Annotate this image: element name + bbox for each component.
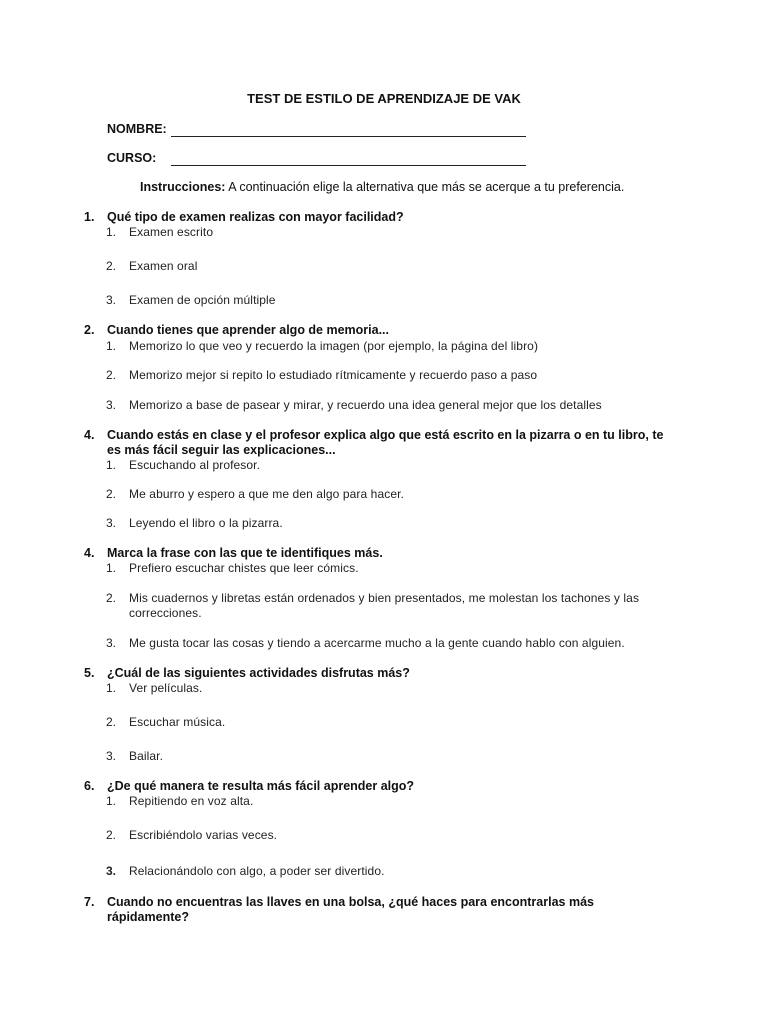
option: [106, 293, 666, 308]
option-number: 2.: [106, 828, 117, 842]
question-text: Cuando tienes que aprender algo de memoria...: [107, 323, 390, 337]
option: [106, 794, 666, 809]
question-number: 7.: [84, 895, 95, 909]
option-text: Examen de opción múltiple: [129, 293, 276, 307]
question-number: 4.: [84, 546, 95, 560]
question-text: Qué tipo de examen realizas con mayor facilidad?: [107, 210, 404, 224]
option-number: 3.: [106, 864, 117, 878]
option-number: 2.: [106, 591, 117, 605]
option-text: Memorizo mejor si repito lo estudiado rítmicamente y recuerdo paso a paso: [129, 368, 538, 382]
nombre-blank-line: [171, 136, 526, 137]
option: [106, 591, 666, 621]
option-text: Prefiero escuchar chistes que leer cómics.: [129, 561, 359, 575]
option-number: 1.: [106, 681, 117, 695]
question: [84, 428, 674, 458]
curso-field: [107, 151, 156, 165]
option: [106, 339, 666, 354]
option-text: Bailar.: [129, 749, 164, 763]
question-text: Cuando estás en clase y el profesor explica algo que está escrito en la pizarra o en tu libro, te es más fácil seguir las explicaciones...: [107, 428, 664, 457]
question: [84, 666, 674, 681]
option-number: 2.: [106, 259, 117, 273]
option: [106, 516, 666, 531]
option: [106, 681, 666, 696]
option-number: 2.: [106, 715, 117, 729]
curso-label: CURSO:: [107, 151, 157, 165]
option-text: Me aburro y espero a que me den algo para hacer.: [129, 487, 404, 501]
option-text: Escribiéndolo varias veces.: [129, 828, 278, 842]
option-text: Examen oral: [129, 259, 198, 273]
question: [84, 323, 674, 338]
option-text: Escuchando al profesor.: [129, 458, 261, 472]
question: [84, 779, 674, 794]
document-title: TEST DE ESTILO DE APRENDIZAJE DE VAK: [247, 91, 521, 106]
option-text: Leyendo el libro o la pizarra.: [129, 516, 283, 530]
question-number: 5.: [84, 666, 95, 680]
option-number: 3.: [106, 293, 117, 307]
option-number: 1.: [106, 458, 117, 472]
question-text: ¿De qué manera te resulta más fácil aprender algo?: [107, 779, 415, 793]
instructions-text: A continuación elige la alternativa que más se acerque a tu preferencia.: [225, 180, 625, 194]
question-text: ¿Cuál de las siguientes actividades disfrutas más?: [107, 666, 410, 680]
option-text: Memorizo a base de pasear y mirar, y recuerdo una idea general mejor que los detalles: [129, 398, 602, 412]
curso-blank-line: [171, 165, 526, 166]
option-number: 2.: [106, 487, 117, 501]
option: [106, 487, 666, 502]
option: [106, 368, 666, 383]
nombre-field: [107, 122, 167, 136]
question: [84, 546, 674, 561]
option-number: 2.: [106, 368, 117, 382]
option-number: 1.: [106, 339, 117, 353]
option: [106, 828, 666, 843]
option-number: 1.: [106, 561, 117, 575]
option-number: 3.: [106, 749, 117, 763]
option-text: Examen escrito: [129, 225, 214, 239]
question-number: 2.: [84, 323, 95, 337]
option: [106, 259, 666, 274]
question-text: Cuando no encuentras las llaves en una bolsa, ¿qué haces para encontrarlas más rápidamente?: [107, 895, 594, 924]
question: [84, 895, 674, 925]
instructions-label: Instrucciones:: [140, 180, 226, 194]
question-number: 1.: [84, 210, 95, 224]
option-text: Mis cuadernos y libretas están ordenados y bien presentados, me molestan los tachones y las correcciones.: [129, 591, 640, 620]
option-text: Repitiendo en voz alta.: [129, 794, 254, 808]
option-text: Ver películas.: [129, 681, 203, 695]
option-text: Me gusta tocar las cosas y tiendo a acercarme mucho a la gente cuando hablo con alguien.: [129, 636, 625, 650]
option-number: 3.: [106, 398, 117, 412]
question-text: Marca la frase con las que te identifiques más.: [107, 546, 383, 560]
question: [84, 210, 674, 225]
option: [106, 561, 666, 576]
nombre-label: NOMBRE:: [107, 122, 167, 136]
option-number: 1.: [106, 225, 117, 239]
option: [106, 715, 666, 730]
option: [106, 864, 666, 879]
option-text: Memorizo lo que veo y recuerdo la imagen (por ejemplo, la página del libro): [129, 339, 539, 353]
option: [106, 398, 666, 413]
question-number: 4.: [84, 428, 95, 442]
option: [106, 636, 666, 651]
option: [106, 458, 666, 473]
option-text: Relacionándolo con algo, a poder ser divertido.: [129, 864, 385, 878]
option: [106, 225, 666, 240]
option: [106, 749, 666, 764]
option-number: 1.: [106, 794, 117, 808]
question-number: 6.: [84, 779, 95, 793]
option-number: 3.: [106, 636, 117, 650]
option-text: Escuchar música.: [129, 715, 226, 729]
instructions: [140, 180, 624, 194]
option-number: 3.: [106, 516, 117, 530]
